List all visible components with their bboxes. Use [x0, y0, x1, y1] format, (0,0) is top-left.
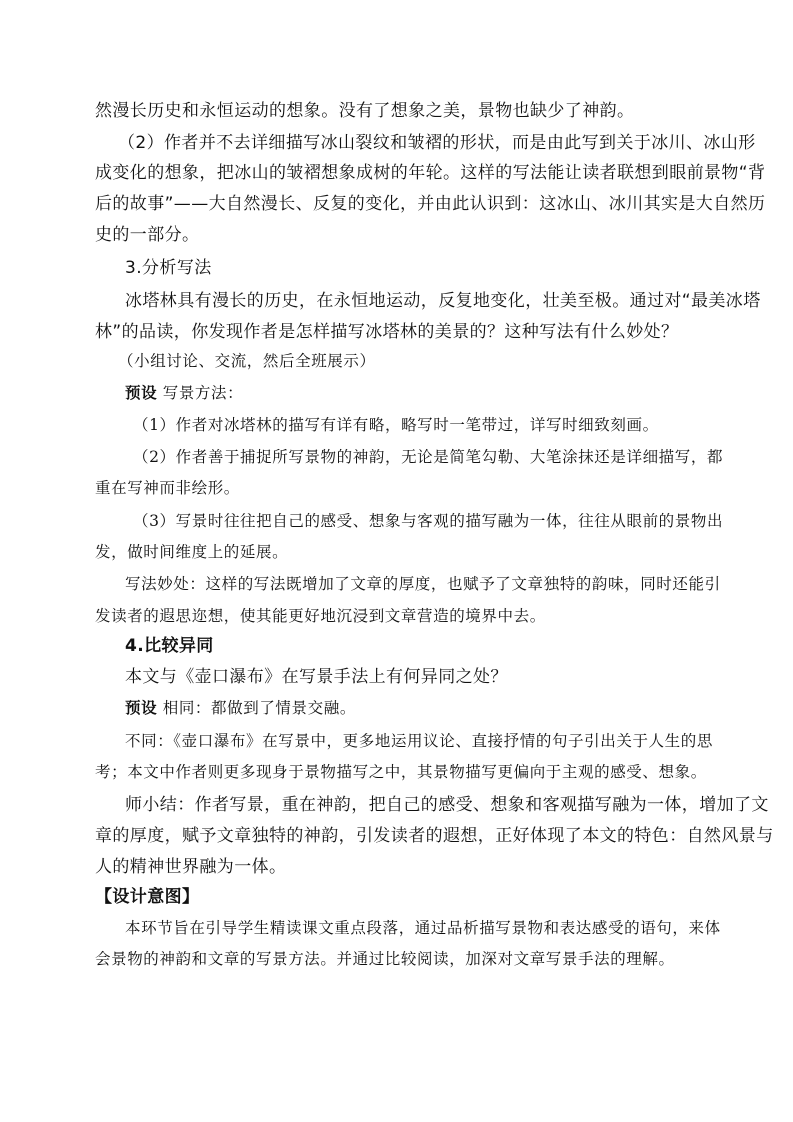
text-line: 史的一部分。 [95, 225, 200, 245]
preset-label: 预设 [125, 698, 158, 717]
preset-text: 写景方法： [162, 384, 244, 402]
text-line: 然漫长历史和永恒运动的想象。没有了想象之美，景物也缺少了神韵。 [95, 101, 635, 121]
text-line: 人的精神世界融为一体。 [95, 857, 287, 877]
text-line: （小组讨论、交流，然后全班展示） [118, 352, 376, 370]
text-line: （3）写景时往往把自己的感受、想象与客观的描写融为一体，往往从眼前的景物出 [133, 512, 724, 530]
preset-label: 预设 [125, 383, 158, 402]
text-line: 发读者的遐思迩想，使其能更好地沉浸到文章营造的境界中去。 [95, 607, 546, 625]
preset-line [125, 382, 243, 404]
text-line: 本环节旨在引导学生精读课文重点段落，通过品析描写景物和表达感受的语句，来体 [125, 919, 721, 937]
text-line: 会景物的神韵和文章的写景方法。并通过比较阅读，加深对文章写景手法的理解。 [95, 950, 675, 968]
text-line: （2）作者善于捕捉所写景物的神韵，无论是简笔勾勒、大笔涂抹还是详细描写，都 [133, 448, 724, 466]
text-line: 本文与《壶口瀑布》在写景手法上有何异同之处？ [125, 667, 508, 687]
text-line: 考；本文中作者则更多现身于景物描写之中，其景物描写更偏向于主观的感受、想象。 [95, 763, 707, 781]
section-heading: 4.比较异同 [125, 636, 214, 656]
text-line: 冰塔林具有漫长的历史，在永恒地运动，反复地变化，壮美至极。通过对“最美冰塔 [125, 291, 761, 311]
text-line: 重在写神而非绘形。 [95, 479, 240, 497]
preset-text: 相同：都做到了情景交融。 [162, 699, 356, 717]
text-line: 林”的品读，你发现作者是怎样描写冰塔林的美景的？这种写法有什么妙处？ [95, 322, 679, 342]
text-line: （2）作者并不去详细描写冰山裂纹和皱褶的形状，而是由此写到关于冰川、冰山形 [118, 133, 756, 153]
text-line: （1）作者对冰塔林的描写有详有略，略写时一笔带过，详写时细致刻画。 [133, 416, 659, 434]
text-line: 章的厚度，赋予文章独特的神韵，引发读者的遐想，正好体现了本文的特色：自然风景与 [95, 826, 774, 846]
text-line: 写法妙处：这样的写法既增加了文章的厚度，也赋予了文章独特的韵味，同时还能引 [125, 575, 721, 593]
text-line: 发，做时间维度上的延展。 [95, 543, 289, 561]
text-line: 不同：《壶口瀑布》在写景中，更多地运用议论、直接抒情的句子引出关于人生的思 [125, 732, 713, 750]
text-line: 成变化的想象，把冰山的皱褶想象成树的年轮。这样的写法能让读者联想到眼前景物“背 [95, 163, 766, 183]
section-heading: 3.分析写法 [125, 258, 212, 278]
text-line: 后的故事”——大自然漫长、反复的变化，并由此认识到：这冰山、冰川其实是大自然历 [95, 194, 766, 214]
preset-line [125, 697, 356, 719]
section-heading: 【设计意图】 [95, 887, 200, 907]
text-line: 师小结：作者写景，重在神韵，把自己的感受、想象和客观描写融为一体，增加了文 [125, 795, 769, 815]
